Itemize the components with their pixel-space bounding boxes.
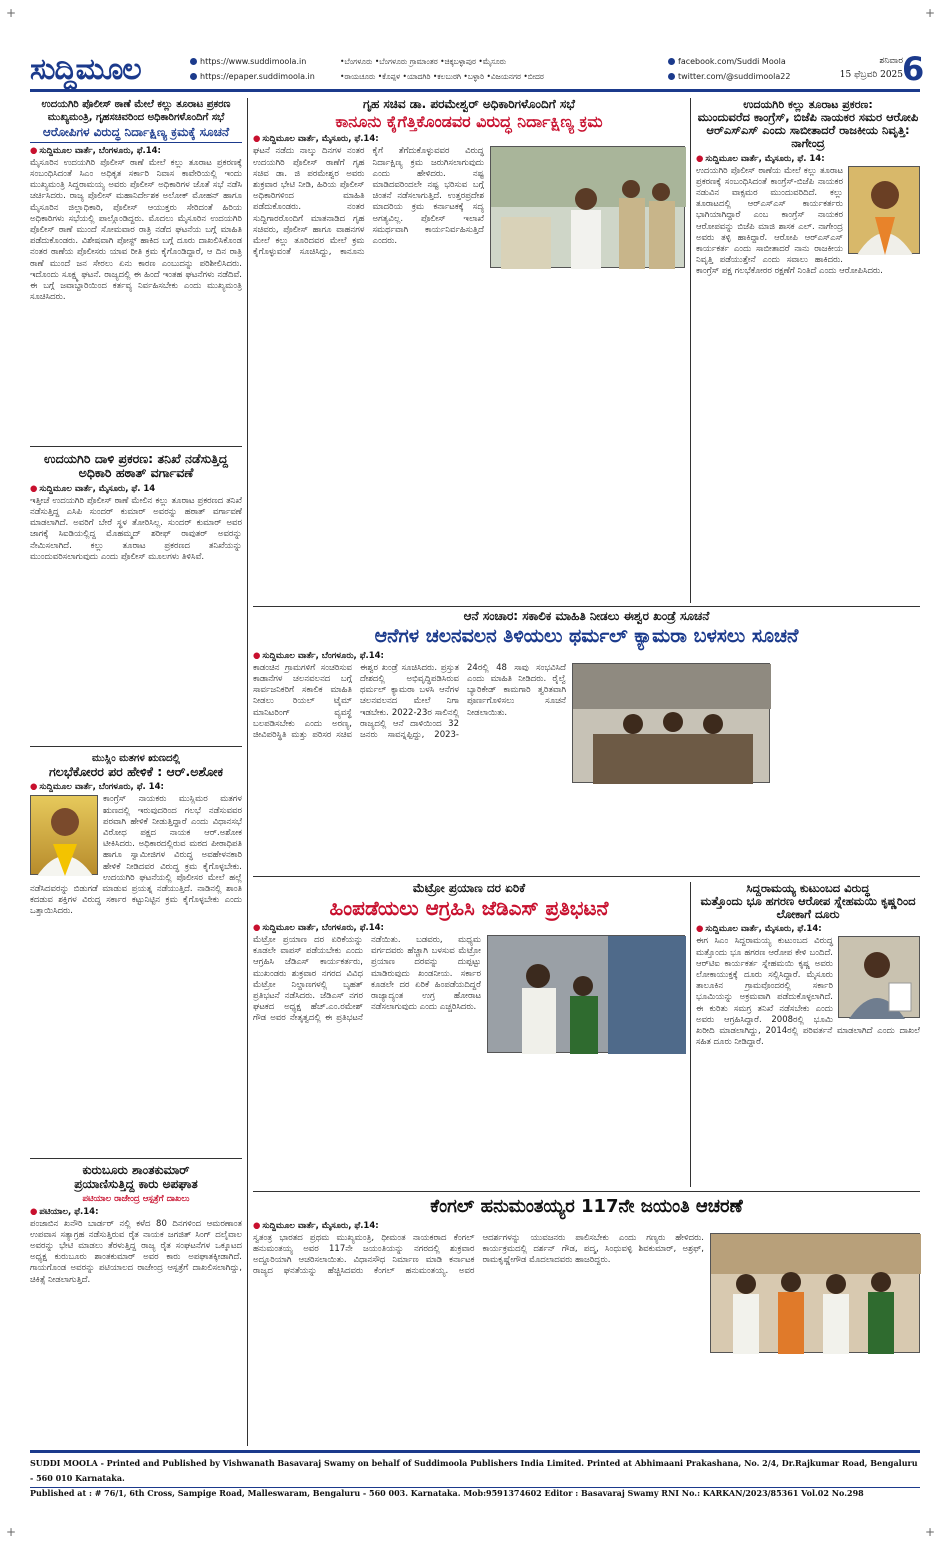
headline: ಮುಂದುವರೆದ ಕಾಂಗ್ರೆಸ್, ಬಿಜೆಪಿ ನಾಯಕರ ಸಮರ ಆರೋಪಿ ಆರ್‌ಎಸ್‌ಎಸ್ ಎಂದು ಸಾಬೀತಾದರೆ ರಾಜಕೀಯ ನಿವೃತ್ತಿ: ನಾಗೇಂದ್ರ	[697, 110, 919, 151]
nagendra-photo	[848, 166, 920, 254]
divider	[30, 446, 242, 447]
day: ಶನಿವಾರ	[879, 56, 903, 66]
headline: ಆರೋಪಿಗಳ ವಿರುದ್ಧ ನಿರ್ದಾಕ್ಷಿಣ್ಯ ಕ್ರಮಕ್ಕೆ ಸೂಚನೆ	[30, 126, 242, 143]
masthead	[30, 50, 925, 92]
headline: ಕಾನೂನು ಕೈಗೆತ್ತಿಕೊಂಡವರ ವಿರುದ್ಧ ನಿರ್ದಾಕ್ಷಿಣ್ಯ ಕ್ರಮ	[335, 112, 603, 131]
headline: ಆನೆಗಳ ಚಲನವಲನ ತಿಳಿಯಲು ಥರ್ಮಲ್ ಕ್ಯಾಮರಾ ಬಳಸಲು ಸೂಚನೆ	[374, 625, 799, 647]
twitter-icon	[668, 73, 675, 80]
byline: ● ಸುದ್ದಿಮೂಲ ವಾರ್ತೆ, ಬೆಂಗಳೂರು, ಫೆ.14:	[253, 923, 685, 933]
registration-mark: +	[925, 6, 936, 20]
article-body: ಸ್ವತಂತ್ರ ಭಾರತದ ಪ್ರಥಮ ಮುಖ್ಯಮಂತ್ರಿ, ಧೀಮಂತ ನಾಯಕರಾದ ಕೆಂಗಲ್ ಹನುಮಂತಯ್ಯ ಅವರ 117ನೇ ಜಯಂತಿಯನ್ನು ನಗರದಲ್ಲಿ ಶುಕ್ರವಾರ ಅದ್ದೂರಿಯಾಗಿ ಆಚರಿಸಲಾಯಿತು. ವಿಧಾನಸೌಧ ನಿರ್ಮಾಣ ಮಾಡಿ ಕರ್ನಾಟಕ ರಾಜ್ಯದ ಘನತೆಯನ್ನು ಹೆಚ್ಚಿಸಿದವರು ಕೆಂಗಲ್ ಹನುಮಂತಯ್ಯ. ಅವರ ಆದರ್ಶಗಳನ್ನು ಯುವಜನರು ಪಾಲಿಸಬೇಕು ಎಂದು ಗಣ್ಯರು ಹೇಳಿದರು. ಕಾರ್ಯಕ್ರಮದಲ್ಲಿ ದರ್ಶನ್ ಗೌಡ, ಪದ್ಮ, ಸಿಂಧುವಳ್ಳಿ ಶಿವಕುಮಾರ್, ಅಶ್ರಫ್, ರಾಮಕೃಷ್ಣೇಗೌಡ ಮೊದಲಾದವರು ಹಾಜರಿದ್ದರು.	[253, 1232, 704, 1277]
date: 15 ಫೆಬ್ರವರಿ 2025	[839, 70, 903, 80]
person-icon	[839, 937, 921, 1019]
headline: ಕೆಂಗಲ್ ಹನುಮಂತಯ್ಯರ 117ನೇ ಜಯಂತಿ ಆಚರಣೆ	[430, 1196, 743, 1217]
web-links	[190, 54, 315, 84]
globe-icon	[190, 73, 197, 80]
byline: ● ಸುದ್ದಿಮೂಲ ವಾರ್ತೆ, ಬೆಂಗಳೂರು, ಫೆ. 14:	[30, 782, 242, 792]
forest-meeting-photo	[572, 663, 770, 783]
article-body: ಕಾಂಗ್ರೆಸ್ ನಾಯಕರು ಮುಸ್ಲಿಮರ ಮತಗಳ ಋಣದಲ್ಲಿ ಇರುವುದರಿಂದ ಗಲಭೆ ನಡೆಸುವವರ ಪರವಾಗಿ ಹೇಳಿಕೆ ನೀಡುತ್ತಿದ್ದಾರೆ ಎಂದು ವಿಧಾನಸಭೆ ವಿರೋಧ ಪಕ್ಷದ ನಾಯಕ ಆರ್.ಅಶೋಕ ಟೀಕಿಸಿದರು. ಅಧಿಕಾರದಲ್ಲಿರುವ ಮಠದ ಪೀಠಾಧಿಪತಿ ಹಾಗೂ ಸ್ವಾಮೀಜಿಗಳ ವಿರುದ್ಧ ಅವಹೇಳನಕಾರಿ ಹೇಳಿಕೆ ನೀಡಿದವರ ವಿರುದ್ಧ ಕ್ರಮ ಕೈಗೊಳ್ಳಬೇಕು. ಉದಯಗಿರಿ ಘಟನೆಯಲ್ಲಿ ಪೊಲೀಸರ ಮೇಲೆ ಹಲ್ಲೆ ನಡೆಸಿದವರನ್ನು ಬಿಡುಗಡೆ ಮಾಡುವ ಪ್ರಯತ್ನ ನಡೆಯುತ್ತಿದೆ. ನಾಡಿನಲ್ಲಿ ಶಾಂತಿ ಕದಡುವ ಶಕ್ತಿಗಳ ವಿರುದ್ಧ ಸರ್ಕಾರ ಕಟ್ಟುನಿಟ್ಟಿನ ಕ್ರಮ ಕೈಗೊಳ್ಳಬೇಕು ಎಂದು ಒತ್ತಾಯಿಸಿದರು.	[30, 794, 242, 917]
imprint-line: SUDDI MOOLA - Printed and Published by Vishwanath Basavaraj Swamy on behalf of Suddimoola Publishers India Limited. Printed at Abhimaani Prakashana, No. 2/4, Dr.Rajkumar Road, Bengaluru - 560 010 Karnataka.	[30, 1458, 918, 1483]
article-home-minister	[253, 98, 685, 603]
divider	[253, 606, 920, 607]
cities-line: •ರಾಯಚೂರು •ಕೊಪ್ಪಳ •ಯಾದಗಿರಿ •ಕಲಬುರಗಿ •ಬಳ್ಳಾರಿ •ವಿಜಯನಗರ •ಬೀದರ	[340, 72, 544, 81]
registration-mark: +	[6, 1525, 17, 1539]
headline: ಗಲಭೆಕೋರರ ಪರ ಹೇಳಿಕೆ : ಆರ್.ಅಶೋಕ	[48, 764, 223, 779]
cities-line: •ಬೆಂಗಳೂರು •ಬೆಂಗಳೂರು ಗ್ರಾಮಾಂತರ •ಚಿಕ್ಕಬಳ್ಳಾಪುರ •ಮೈಸೂರು	[340, 57, 507, 66]
date-box	[838, 54, 903, 82]
byline: ● ಪಟಿಯಾಲ, ಫೆ.14:	[30, 1207, 242, 1217]
protest-photo	[487, 935, 685, 1053]
article-ashok-statement	[30, 752, 242, 1152]
imprint-line: Published at : # 76/1, 6th Cross, Sampige Road, Malleswaram, Bengaluru - 560 003. Karnataka. Mob:9591374602 Editor : Basavaraj Swamy RNI No.: KARKAN/2023/85361 Vol.02 No.298	[30, 1488, 864, 1498]
byline: ● ಸುದ್ದಿಮೂಲ ವಾರ್ತೆ, ಮೈಸೂರು, ಫೆ. 14:	[696, 154, 920, 164]
divider	[30, 746, 242, 747]
twitter-link[interactable]: twitter.com/@suddimoola22	[678, 72, 791, 81]
person-icon	[849, 167, 921, 255]
article-elephant-thermal	[253, 610, 920, 872]
headline: ಪ್ರಯಾಣಿಸುತ್ತಿದ್ದ ಕಾರು ಅಪಘಾತ	[74, 1176, 198, 1191]
article-body: ಇತ್ತೀಚೆ ಉದಯಗಿರಿ ಪೊಲೀಸ್ ಠಾಣೆ ಮೇಲಿನ ಕಲ್ಲು ತೂರಾಟ ಪ್ರಕರಣದ ತನಿಖೆ ನಡೆಸುತ್ತಿದ್ದ ಎಸಿಪಿ ಸುಂದರ್ ಕುಮಾರ್ ಅವರನ್ನು ಹಠಾತ್ ವರ್ಗಾವಣೆ ಮಾಡಲಾಗಿದೆ. ಅವರಿಗೆ ಬೇರೆ ಸ್ಥಳ ತೋರಿಸಿಲ್ಲ. ಸುಂದರ್ ಕುಮಾರ್ ಅವರ ಜಾಗಕ್ಕೆ ಸಿಐಡಿಯಲ್ಲಿದ್ದ ಮೊಹಮ್ಮದ್ ಶರೀಫ್ ರಾವುತರ್ ಅವರನ್ನು ನೇಮಿಸಲಾಗಿದೆ. ಕಲ್ಲು ತೂರಾಟ ಪ್ರಕರಣದ ತನಿಖೆಯನ್ನು ಮುಂದುವರಿಸಲಾಗುವುದು ಎಂದು ಪೊಲೀಸ್ ಮೂಲಗಳು ತಿಳಿಸಿವೆ.	[30, 495, 242, 562]
subhead: ಪಟಿಯಾಲ ರಾಜೇಂದ್ರ ಆಸ್ಪತ್ರೆಗೆ ದಾಖಲು	[82, 1193, 190, 1204]
article-body: ಘಟನೆ ನಡೆದು ನಾಲ್ಕು ದಿನಗಳ ನಂತರ ಉದಯಗಿರಿ ಪೊಲೀಸ್ ಠಾಣೆಗೆ ಗೃಹ ಸಚಿವ ಡಾ. ಜಿ ಪರಮೇಶ್ವರ ಅವರು ಶುಕ್ರವಾರ ಭೇಟಿ ನೀಡಿ, ಹಿರಿಯ ಪೊಲೀಸ್ ಅಧಿಕಾರಿಗಳಿಂದ ಮಾಹಿತಿ ಪಡೆದುಕೊಂಡರು. ನಂತರ ಸುದ್ದಿಗಾರರೊಂದಿಗೆ ಮಾತನಾಡಿದ ಗೃಹ ಸಚಿವರು, ಪೊಲೀಸ್ ಹಾಗೂ ವಾಹನಗಳ ಮೇಲೆ ಕಲ್ಲು ತೂರಿದವರ ಮೇಲೆ ಕ್ರಮ ಕೈಗೊಳ್ಳುವಂತೆ ಸೂಚಿಸಿದ್ದು, ಕಾನೂನು ಕೈಗೆ ತೆಗೆದುಕೊಳ್ಳುವವರ ವಿರುದ್ಧ ನಿರ್ದಾಕ್ಷಿಣ್ಯ ಕ್ರಮ ಜರುಗಿಸಲಾಗುವುದು ಎಂದು ಹೇಳಿದರು. ನಷ್ಟ ಮಾಡಿದವರಿಂದಲೇ ನಷ್ಟ ಭರಿಸುವ ಬಗ್ಗೆ ಚಿಂತನೆ ನಡೆಸಲಾಗುತ್ತಿದೆ. ಉತ್ತರಪ್ರದೇಶ ಮಾದರಿಯ ಕ್ರಮ ಕರ್ನಾಟಕಕ್ಕೆ ಸದ್ಯ ಅಗತ್ಯವಿಲ್ಲ. ಪೊಲೀಸ್ ಇಲಾಖೆ ಸಮರ್ಥವಾಗಿ ಕಾರ್ಯನಿರ್ವಹಿಸುತ್ತಿದೆ ಎಂದರು.	[253, 146, 484, 258]
article-kengal-hanumanthaiah	[253, 1197, 920, 1447]
article-body: ಉದಯಗಿರಿ ಪೊಲೀಸ್ ಠಾಣೆಯ ಮೇಲೆ ಕಲ್ಲು ತೂರಾಟ ಪ್ರಕರಣಕ್ಕೆ ಸಂಬಂಧಿಸಿದಂತೆ ಕಾಂಗ್ರೆಸ್-ಬಿಜೆಪಿ ನಾಯಕರ ನಡುವಿನ ವಾಕ್ಸಮರ ಮುಂದುವರಿದಿದೆ. ಕಲ್ಲು ತೂರಾಟದಲ್ಲಿ ಆರ್‌ಎಸ್‌ಎಸ್ ಕಾರ್ಯಕರ್ತರು ಭಾಗಿಯಾಗಿದ್ದಾರೆ ಎಂಬ ಕಾಂಗ್ರೆಸ್ ನಾಯಕರ ಆರೋಪವನ್ನು ಬಿಜೆಪಿ ಮಾಜಿ ಶಾಸಕ ಎಲ್. ನಾಗೇಂದ್ರ ಅವರು ತಳ್ಳಿ ಹಾಕಿದ್ದಾರೆ. ಆರೋಪಿ ಆರ್‌ಎಸ್‌ಎಸ್ ಕಾರ್ಯಕರ್ತ ಎಂದು ಸಾಬೀತಾದರೆ ನಾನು ರಾಜಕೀಯ ನಿವೃತ್ತಿ ಪಡೆಯುತ್ತೇನೆ ಎಂದು ಸವಾಲು ಹಾಕಿದರು. ಕಾಂಗ್ರೆಸ್ ಪಕ್ಷ ಗಲಭೆಕೋರರ ರಕ್ಷಣೆಗೆ ನಿಂತಿದೆ ಎಂದು ಆರೋಪಿಸಿದರು.	[696, 165, 883, 277]
page-number: 6	[902, 50, 925, 88]
home-minister-photo	[490, 146, 685, 268]
headline: ಹಿಂಪಡೆಯಲು ಆಗ್ರಹಿಸಿ ಜೆಡಿಎಸ್ ಪ್ರತಿಭಟನೆ	[329, 896, 609, 920]
registration-mark: +	[6, 6, 17, 20]
article-nagendra	[696, 98, 920, 603]
kicker: ಗೃಹ ಸಚಿವ ಡಾ. ಪರಮೇಶ್ವರ್ ಅಧಿಕಾರಿಗಳೊಂದಿಗೆ ಸಭೆ	[363, 97, 575, 111]
protest-photo-icon	[488, 936, 686, 1054]
kicker: ಮೆಟ್ರೋ ಪ್ರಯಾಣ ದರ ಏರಿಕೆ	[412, 881, 526, 895]
kicker: ಮುಸ್ಲಿಂ ಮತಗಳ ಋಣದಲ್ಲಿ	[92, 753, 180, 764]
column-divider	[247, 98, 248, 1446]
divider	[253, 1191, 920, 1192]
column-divider	[690, 98, 691, 603]
globe-icon	[190, 58, 197, 65]
facebook-icon	[668, 58, 675, 65]
article-officer-transfer	[30, 452, 242, 742]
imprint-footer	[30, 1450, 920, 1498]
divider	[30, 1158, 242, 1159]
byline: ● ಸುದ್ದಿಮೂಲ ವಾರ್ತೆ, ಮೈಸೂರು, ಫೆ.14:	[696, 924, 920, 934]
edition-cities	[340, 54, 670, 84]
article-udayagiri-cm-meeting	[30, 98, 242, 443]
meeting-photo-icon	[491, 147, 686, 269]
kicker: ಉದಯಗಿರಿ ಪೊಲೀಸ್ ಠಾಣೆ ಮೇಲೆ ಕಲ್ಲು ತೂರಾಟ ಪ್ರಕರಣ ಮುಖ್ಯಮಂತ್ರಿ, ಗೃಹಸಚಿವರಿಂದ ಅಧಿಕಾರಿಗಳೊಂದಿಗೆ ಸಭೆ	[41, 99, 231, 123]
article-body: ಮೈಸೂರಿನ ಉದಯಗಿರಿ ಪೊಲೀಸ್ ಠಾಣೆ ಮೇಲೆ ಕಲ್ಲು ತೂರಾಟ ಪ್ರಕರಣಕ್ಕೆ ಸಂಬಂಧಿಸಿದಂತೆ ಸಿಎಂ ಅಧಿಕೃತ ಸರ್ಕಾರಿ ನಿವಾಸ ಕಾವೇರಿಯಲ್ಲಿ ಇಂದು ಮುಖ್ಯಮಂತ್ರಿ ಸಿದ್ದರಾಮಯ್ಯ ಅವರು ಪೊಲೀಸ್ ಅಧಿಕಾರಿಗಳ ಜೊತೆ ಸಭೆ ನಡೆಸಿ ಚರ್ಚಿಸಿದರು. ರಾಜ್ಯ ಪೊಲೀಸ್ ಮಹಾನಿರ್ದೇಶಕ ಅಲೋಕ್ ಮೋಹನ್ ಹಾಗೂ ಮೈಸೂರಿನ ಜಿಲ್ಲಾಧಿಕಾರಿ, ಪೊಲೀಸ್ ಆಯುಕ್ತರು ಸೇರಿದಂತೆ ಹಿರಿಯ ಅಧಿಕಾರಿಗಳು ಸಭೆಯಲ್ಲಿ ಪಾಲ್ಗೊಂಡಿದ್ದರು. ಮೊದಲು ಮೈಸೂರಿನ ಉದಯಗಿರಿ ಪೊಲೀಸ್ ಠಾಣೆ ಮುಂದೆ ಸೋಮವಾರ ರಾತ್ರಿ ನಡೆದ ಘಟನೆಯ ಬಗ್ಗೆ ಮಾಹಿತಿ ಪಡೆದುಕೊಂಡರು. ವಿಶೇಷವಾಗಿ ಪೋಸ್ಟ್ ಹಾಕಿದ ಬಗ್ಗೆ ದೂರು ದಾಖಲಿಸಿಕೊಂಡ ನಂತರ ಠಾಣೆಯ ಪೊಲೀಸರು ಯಾವ ರೀತಿ ಕ್ರಮ ಕೈಗೊಂಡಿದ್ದಾರೆ, ಆ ದಿನ ರಾತ್ರಿ ಠಾಣೆ ಮುಂದೆ ಜನ ಸೇರಲು ಏನು ಕಾರಣ ಎಂಬುದನ್ನು ಪರಿಶೀಲಿಸಿದರು. ಇದೊಂದು ಸೂಕ್ಷ್ಮ ಘಟನೆ. ರಾಜ್ಯದಲ್ಲಿ ಈ ಹಿಂದೆ ಇಂತಹ ಘಟನೆಗಳು ನಡೆದಿವೆ. ಈ ಬಗ್ಗೆ ಜವಾಬ್ದಾರಿಯಿಂದ ಕರ್ತವ್ಯ ನಿರ್ವಹಿಸಬೇಕು ಎಂದು ಮುಖ್ಯಮಂತ್ರಿ ಸೂಚಿಸಿದರು.	[30, 157, 242, 303]
registration-mark: +	[925, 1525, 936, 1539]
newspaper-page	[30, 50, 925, 1515]
social-links	[668, 54, 790, 84]
article-car-accident	[30, 1164, 242, 1446]
byline: ● ಸುದ್ದಿಮೂಲ ವಾರ್ತೆ, ಮೈಸೂರು, ಫೆ.14:	[253, 1221, 920, 1231]
byline: ● ಸುದ್ದಿಮೂಲ ವಾರ್ತೆ, ಮೈಸೂರು, ಫೆ. 14	[30, 484, 242, 494]
byline: ● ಸುದ್ದಿಮೂಲ ವಾರ್ತೆ, ಬೆಂಗಳೂರು, ಫೆ.14:	[253, 651, 920, 661]
headline: ಮತ್ತೊಂದು ಭೂ ಹಗರಣ ಆರೋಪ ಸ್ನೇಹಮಯಿ ಕೃಷ್ಣರಿಂದ ಲೋಕಾಗೆ ದೂರು	[700, 894, 916, 922]
group-photo-icon	[711, 1234, 921, 1354]
column-divider	[690, 882, 691, 1187]
snehamayi-krishna-photo	[838, 936, 920, 1018]
headline: ಉದಯಗಿರಿ ದಾಳಿ ಪ್ರಕರಣ: ತನಿಖೆ ನಡೆಸುತ್ತಿದ್ದ ಅಧಿಕಾರಿ ಹಠಾತ್ ವರ್ಗಾವಣೆ	[44, 451, 228, 481]
byline: ● ಸುದ್ದಿಮೂಲ ವಾರ್ತೆ, ಮೈಸೂರು, ಫೆ.14:	[253, 134, 685, 144]
kicker: ಆನೆ ಸಂಚಾರ: ಸಕಾಲಿಕ ಮಾಹಿತಿ ನೀಡಲು ಈಶ್ವರ ಖಂಡ್ರೆ ಸೂಚನೆ	[463, 609, 710, 623]
ashok-photo	[30, 795, 98, 875]
logo: ಸುದ್ದಿಮೂಲ	[30, 52, 141, 87]
kicker: ಸಿದ್ದರಾಮಯ್ಯ ಕುಟುಂಬದ ವಿರುದ್ಧ	[746, 881, 870, 895]
person-icon	[31, 796, 99, 876]
facebook-link[interactable]: facebook.com/Suddi Moola	[678, 57, 786, 66]
divider	[253, 876, 920, 877]
article-body: ಕಾಡಂಚಿನ ಗ್ರಾಮಗಳಿಗೆ ಸಂಚರಿಸುವ ಕಾಡಾನೆಗಳ ಚಲನವಲನದ ಬಗ್ಗೆ ಸಾರ್ವಜನಿಕರಿಗೆ ಸಕಾಲಿಕ ಮಾಹಿತಿ ನೀಡಲು ರಿಯಲ್ ಟೈಮ್ ಮಾನಿಟರಿಂಗ್ ವ್ಯವಸ್ಥೆ ಬಲಪಡಿಸಬೇಕು ಎಂದು ಅರಣ್ಯ, ಜೀವಿಪರಿಸ್ಥಿತಿ ಮತ್ತು ಪರಿಸರ ಸಚಿವ ಈಶ್ವರ ಖಂಡ್ರೆ ಸೂಚಿಸಿದರು. ಪ್ರಸ್ತುತ ದೇಶದಲ್ಲಿ ಅಭಿವೃದ್ಧಿಪಡಿಸಿರುವ ಥರ್ಮಲ್ ಕ್ಯಾಮರಾ ಬಳಸಿ ಆನೆಗಳ ಚಲನವಲನದ ಮೇಲೆ ನಿಗಾ ಇಡಬೇಕು. 2022-23ರ ಸಾಲಿನಲ್ಲಿ ರಾಜ್ಯದಲ್ಲಿ ಆನೆ ದಾಳಿಯಿಂದ 32 ಜನರು ಸಾವನ್ನಪ್ಪಿದ್ದು, 2023-24ರಲ್ಲಿ 48 ಸಾವು ಸಂಭವಿಸಿದೆ ಎಂದು ಮಾಹಿತಿ ನೀಡಿದರು. ರೈಲ್ವೆ ಬ್ಯಾರಿಕೇಡ್ ಕಾಮಗಾರಿ ತ್ವರಿತವಾಗಿ ಪೂರ್ಣಗೊಳಿಸಲು ಸೂಚನೆ ನೀಡಲಾಯಿತು.	[253, 662, 566, 741]
jayanti-photo	[710, 1233, 920, 1353]
article-metro-fare-protest	[253, 882, 685, 1187]
article-body: ಈಗ ಸಿಎಂ ಸಿದ್ದರಾಮಯ್ಯ ಕುಟುಂಬದ ವಿರುದ್ಧ ಮತ್ತೊಂದು ಭೂ ಹಗರಣ ಆರೋಪ ಕೇಳಿ ಬಂದಿದೆ. ಆರ್‌ಟಿಐ ಕಾರ್ಯಕರ್ತ ಸ್ನೇಹಮಯಿ ಕೃಷ್ಣ ಅವರು ಲೋಕಾಯುಕ್ತಕ್ಕೆ ದೂರು ಸಲ್ಲಿಸಿದ್ದಾರೆ. ಮೈಸೂರು ತಾಲೂಕಿನ ಗ್ರಾಮವೊಂದರಲ್ಲಿ ಸರ್ಕಾರಿ ಭೂಮಿಯನ್ನು ಅಕ್ರಮವಾಗಿ ಪಡೆದುಕೊಳ್ಳಲಾಗಿದೆ. ಈ ಕುರಿತು ಸಮಗ್ರ ತನಿಖೆ ನಡೆಸಬೇಕು ಎಂದು ಅವರು ಆಗ್ರಹಿಸಿದ್ದಾರೆ. 2008ರಲ್ಲಿ ಭೂಮಿ ಖರೀದಿ ಮಾಡಲಾಗಿದ್ದು, 2014ರಲ್ಲಿ ಪರಿವರ್ತನೆ ಮಾಡಲಾಗಿದೆ ಎಂದು ದಾಖಲೆ ಸಹಿತ ದೂರು ನೀಡಿದ್ದಾರೆ.	[696, 936, 920, 1048]
article-body: ಮೆಟ್ರೋ ಪ್ರಯಾಣ ದರ ಏರಿಕೆಯನ್ನು ಕೂಡಲೇ ವಾಪಸ್ ಪಡೆಯಬೇಕು ಎಂದು ಆಗ್ರಹಿಸಿ ಜೆಡಿಎಸ್ ಕಾರ್ಯಕರ್ತರು, ಮುಖಂಡರು ಶುಕ್ರವಾರ ನಗರದ ವಿವಿಧ ಮೆಟ್ರೋ ನಿಲ್ದಾಣಗಳಲ್ಲಿ ಬೃಹತ್ ಪ್ರತಿಭಟನೆ ನಡೆಸಿದರು. ಜೆಡಿಎಸ್ ನಗರ ಘಟಕದ ಅಧ್ಯಕ್ಷ ಹೆಚ್.ಎಂ.ರಮೇಶ್ ಗೌಡ ಅವರ ನೇತೃತ್ವದಲ್ಲಿ ಈ ಪ್ರತಿಭಟನೆ ನಡೆಯಿತು. ಬಡವರು, ಮಧ್ಯಮ ವರ್ಗದವರು ಹೆಚ್ಚಾಗಿ ಬಳಸುವ ಮೆಟ್ರೋ ಪ್ರಯಾಣ ದರವನ್ನು ದುಪ್ಪಟ್ಟು ಮಾಡಿರುವುದು ಖಂಡನೀಯ. ಸರ್ಕಾರ ಕೂಡಲೇ ದರ ಏರಿಕೆ ಹಿಂಪಡೆಯದಿದ್ದರೆ ರಾಜ್ಯಾದ್ಯಂತ ಉಗ್ರ ಹೋರಾಟ ನಡೆಸಲಾಗುವುದು ಎಂದು ಎಚ್ಚರಿಸಿದರು.	[253, 935, 481, 1024]
article-body: ಪಂಜಾಬಿನ ಖನೌರಿ ಬಾರ್ಡರ್ ನಲ್ಲಿ ಕಳೆದ 80 ದಿನಗಳಿಂದ ಆಮರಣಾಂತ ಉಪವಾಸ ಸತ್ಯಾಗ್ರಹ ನಡೆಸುತ್ತಿರುವ ರೈತ ನಾಯಕ ಜಗಜಿತ್ ಸಿಂಗ್ ದಲೈವಾಲ ಅವರನ್ನು ಭೇಟಿ ಮಾಡಲು ತೆರಳುತ್ತಿದ್ದ ರಾಜ್ಯ ರೈತ ಸಂಘಟನೆಗಳ ಒಕ್ಕೂಟದ ಅಧ್ಯಕ್ಷ ಕುರುಬೂರು ಶಾಂತಕುಮಾರ್ ಅವರ ಕಾರು ಅಪಘಾತಕ್ಕೀಡಾಗಿದೆ. ಗಾಯಗೊಂಡ ಅವರನ್ನು ಪಟಿಯಾಲದ ರಾಜೇಂದ್ರ ಆಸ್ಪತ್ರೆಗೆ ದಾಖಲಿಸಲಾಗಿದ್ದು, ಚಿಕಿತ್ಸೆ ನೀಡಲಾಗುತ್ತಿದೆ.	[30, 1218, 242, 1285]
article-land-scam	[696, 882, 920, 1187]
kicker: ಉದಯಗಿರಿ ಕಲ್ಲು ತೂರಾಟ ಪ್ರಕರಣ:	[743, 98, 873, 111]
byline: ● ಸುದ್ದಿಮೂಲ ವಾರ್ತೆ, ಬೆಂಗಳೂರು, ಫೆ.14:	[30, 146, 242, 156]
epaper-link[interactable]: https://epaper.suddimoola.in	[200, 72, 315, 81]
kicker: ಕುರುಬೂರು ಶಾಂತಕುಮಾರ್	[82, 1163, 190, 1177]
meeting-photo-icon	[573, 664, 771, 784]
website-link[interactable]: https://www.suddimoola.in	[200, 57, 307, 66]
